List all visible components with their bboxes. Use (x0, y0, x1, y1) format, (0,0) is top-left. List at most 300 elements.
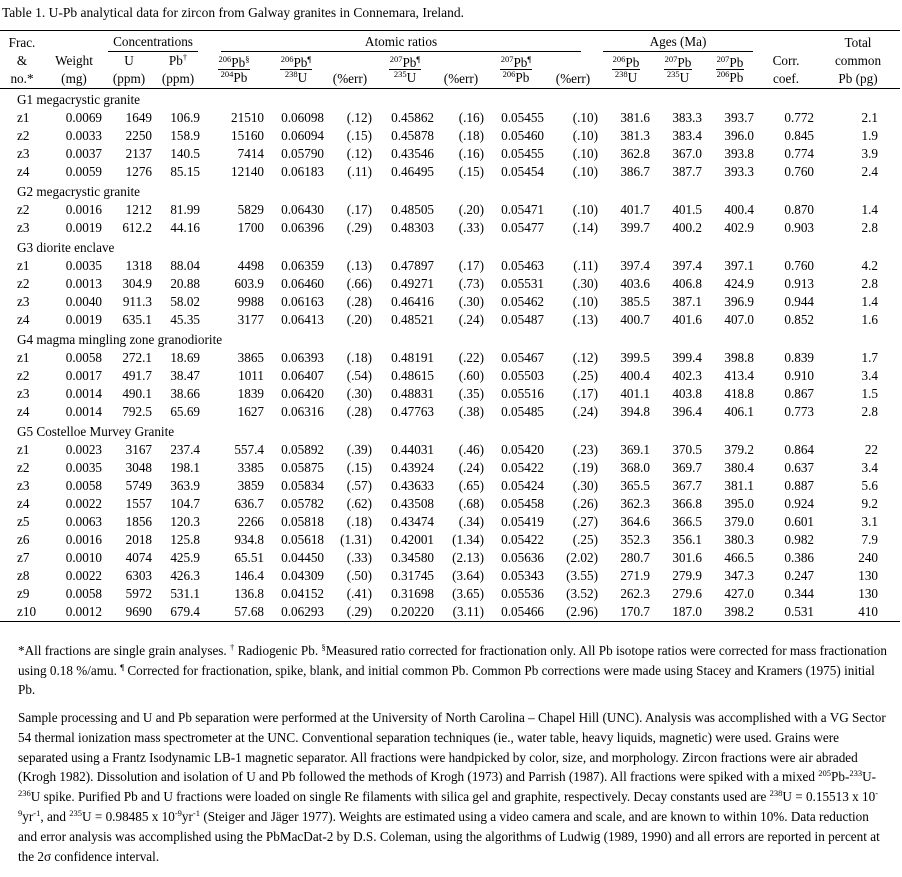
header-concentrations: Concentrations (108, 33, 198, 52)
table-cell: 387.1 (672, 294, 702, 309)
header-total: Total (844, 34, 872, 50)
table-cell: (.17) (346, 202, 372, 217)
table-cell: 0.48615 (391, 368, 434, 383)
table-cell: 0.42001 (391, 532, 434, 547)
table-cell: 0.06393 (281, 350, 324, 365)
table-cell: 383.4 (672, 128, 702, 143)
table-cell: (3.55) (566, 568, 598, 583)
table-row (0, 109, 900, 127)
table-cell: 366.8 (672, 496, 702, 511)
table-row (0, 311, 900, 329)
table-cell: 366.5 (672, 514, 702, 529)
header-pb-mark: † (182, 52, 188, 62)
table-cell: 0.903 (784, 220, 815, 235)
table-cell: (.17) (458, 258, 484, 273)
table-row (0, 495, 900, 513)
table-cell: 0.870 (784, 202, 815, 217)
table-cell: 381.6 (620, 110, 650, 125)
table-row (0, 441, 900, 459)
table-cell: (.20) (458, 202, 484, 217)
table-cell: (.15) (346, 460, 372, 475)
table-cell: 85.15 (170, 164, 200, 179)
table-cell: 3.4 (861, 368, 879, 383)
table-cell: 0.43924 (391, 460, 434, 475)
table-cell: 1318 (125, 258, 152, 273)
table-cell: 1.4 (861, 202, 879, 217)
table-cell: 0.0010 (65, 550, 102, 565)
table-cell: 403.8 (672, 386, 702, 401)
table-cell: 531.1 (170, 586, 200, 601)
table-cell: 365.5 (620, 478, 650, 493)
table-cell: 0.05424 (501, 478, 544, 493)
group-header-row (0, 421, 900, 441)
table-cell: 406.8 (672, 276, 702, 291)
table-cell: 2.1 (861, 110, 879, 125)
table-cell: 424.9 (724, 276, 755, 291)
group-header-row (0, 329, 900, 349)
table-cell: 0.05790 (281, 146, 324, 161)
header-ratio-207-206: $\frac{^{207}Pb^\P}{^{206}Pb}$ (500, 53, 532, 85)
table-cell: 557.4 (234, 442, 264, 457)
table-cell: (.41) (346, 586, 372, 601)
table-cell: 0.06396 (281, 220, 324, 235)
table-cell: 136.8 (234, 586, 264, 601)
table-cell: 0.43474 (391, 514, 434, 529)
table-cell: 418.8 (724, 386, 755, 401)
table-cell: 146.4 (234, 568, 264, 583)
table-cell: 397.4 (620, 258, 650, 273)
table-cell: z6 (17, 532, 30, 547)
table-cell: 0.531 (784, 604, 815, 619)
table-cell: 379.2 (724, 442, 755, 457)
table-cell: 1.5 (861, 386, 879, 401)
table-cell: (.33) (346, 550, 372, 565)
table-cell: 0.06163 (281, 294, 324, 309)
table-cell: (.25) (572, 532, 598, 547)
table-cell: (.16) (458, 110, 484, 125)
table-cell: (1.34) (452, 532, 484, 547)
table-cell: 0.05892 (281, 442, 324, 457)
table-cell: 1700 (237, 220, 264, 235)
table-cell: (.34) (458, 514, 484, 529)
table-cell: (1.31) (340, 532, 372, 547)
table-cell: 0.48191 (391, 350, 434, 365)
table-cell: (.12) (346, 110, 372, 125)
table-cell: 0.0059 (65, 164, 102, 179)
table-cell: (.23) (572, 442, 598, 457)
table-cell: 0.05531 (501, 276, 544, 291)
table-cell: 387.7 (672, 164, 702, 179)
table-cell: 0.31698 (391, 586, 434, 601)
table-row (0, 603, 900, 622)
table-cell: 426.3 (170, 568, 200, 583)
table-cell: 0.0058 (65, 478, 102, 493)
table-cell: 237.4 (170, 442, 200, 457)
table-cell: 362.8 (620, 146, 650, 161)
table-cell: 0.0033 (65, 128, 102, 143)
table-cell: z4 (17, 312, 30, 327)
table-cell: (.13) (346, 258, 372, 273)
table-cell: (.50) (346, 568, 372, 583)
table-cell: z8 (17, 568, 30, 583)
table-cell: (.35) (458, 386, 484, 401)
table-cell: z2 (17, 202, 30, 217)
table-cell: 1.9 (861, 128, 879, 143)
header-frac-1: Frac. (8, 34, 36, 50)
table-cell: 0.47763 (391, 404, 434, 419)
table-cell: 130 (858, 586, 879, 601)
table-row (0, 459, 900, 477)
table-cell: 0.20220 (391, 604, 434, 619)
table-cell: 0.0014 (65, 386, 102, 401)
table-cell: (.68) (458, 496, 484, 511)
table-cell: 369.7 (672, 460, 702, 475)
table-cell: 0.06098 (281, 110, 324, 125)
table-cell: 15160 (231, 128, 264, 143)
table-cell: 399.5 (620, 350, 650, 365)
table-cell: (.24) (458, 312, 484, 327)
table-cell: 466.5 (724, 550, 755, 565)
table-cell: (.30) (458, 294, 484, 309)
table-cell: 7.9 (861, 532, 879, 547)
table-title: Table 1. U-Pb analytical data for zircon from Galway granites in Connemara, Ireland. (2, 5, 465, 20)
table-cell: 9690 (125, 604, 152, 619)
table-cell: 490.1 (122, 386, 152, 401)
table-cell: 396.9 (724, 294, 755, 309)
table-cell: 0.44031 (391, 442, 434, 457)
table-cell: 0.05420 (501, 442, 544, 457)
table-cell: (.10) (572, 146, 598, 161)
table-cell: z4 (17, 164, 30, 179)
table-cell: 1557 (125, 496, 152, 511)
table-cell: (.10) (572, 202, 598, 217)
table-row (0, 367, 900, 385)
table-row (0, 219, 900, 237)
table-cell: (.54) (346, 368, 372, 383)
header-u: U (124, 53, 134, 68)
table-cell: 1011 (238, 368, 264, 383)
table-cell: 0.48831 (391, 386, 434, 401)
table-cell: 0.0014 (65, 404, 102, 419)
table-cell: 81.99 (170, 202, 200, 217)
table-cell: 0.05516 (501, 386, 544, 401)
table-cell: (.28) (346, 294, 372, 309)
table-cell: 0.06460 (281, 276, 324, 291)
table-cell: 393.8 (724, 146, 755, 161)
table-cell: z4 (17, 404, 30, 419)
table-cell: 397.4 (672, 258, 702, 273)
table-cell: z5 (17, 514, 30, 529)
table-cell: 0.913 (784, 276, 815, 291)
table-cell: z1 (17, 442, 30, 457)
table-cell: 397.1 (724, 258, 755, 273)
table-cell: 3385 (237, 460, 264, 475)
table-cell: 0.760 (784, 164, 815, 179)
table-cell: z1 (17, 110, 30, 125)
table-cell: 2018 (125, 532, 152, 547)
table-cell: 398.8 (724, 350, 755, 365)
table-cell: 0.06316 (281, 404, 324, 419)
table-cell: 413.4 (724, 368, 755, 383)
table-cell: 0.0035 (65, 258, 102, 273)
table-cell: 370.5 (672, 442, 702, 457)
header-ratio-206-204: $\frac{^{206}Pb^\S}{^{204}Pb}$ (218, 53, 250, 85)
table-cell: 0.05419 (501, 514, 544, 529)
table-cell: 2.8 (861, 220, 879, 235)
group-header-row (0, 237, 900, 257)
table-cell: 3.9 (861, 146, 879, 161)
table-cell: 385.5 (620, 294, 650, 309)
table-cell: 394.8 (620, 404, 650, 419)
table-cell: 0.05477 (501, 220, 544, 235)
table-cell: 410 (858, 604, 879, 619)
table-cell: 0.774 (784, 146, 815, 161)
table-cell: 398.2 (724, 604, 755, 619)
table-cell: 0.0058 (65, 586, 102, 601)
header-pb-pg: Pb (pg) (838, 71, 878, 86)
table-cell: 271.9 (620, 568, 650, 583)
table-cell: 0.247 (784, 568, 815, 583)
table-cell: (.39) (346, 442, 372, 457)
table-cell: 88.04 (170, 258, 200, 273)
footnote: *All fractions are single grain analyses. † Radiogenic Pb. §Measured ratio corrected for fractionation only. All Pb isotope ratios were corrected for mass fractionation using 0.18 %/amu. ¶ Corrected for fractionation, spike, blank, and initial common Pb. Common Pb corrections were made using Stacey and Kramers (1975) initial Pb. (18, 642, 887, 697)
data-table (0, 30, 900, 622)
table-cell: 792.5 (122, 404, 152, 419)
table-cell: 1649 (125, 110, 152, 125)
table-cell: 0.31745 (391, 568, 434, 583)
table-cell: (3.52) (566, 586, 598, 601)
group-label: G2 megacrystic granite (17, 184, 141, 199)
table-cell: (.33) (458, 220, 484, 235)
table-cell: 0.06293 (281, 604, 324, 619)
table-cell: 0.982 (784, 532, 815, 547)
group-header-row (0, 89, 900, 110)
table-cell: 393.7 (724, 110, 755, 125)
table-cell: 0.04450 (281, 550, 324, 565)
table-cell: 396.0 (724, 128, 755, 143)
table-cell: 0.05487 (501, 312, 544, 327)
table-cell: 2.4 (861, 164, 879, 179)
table-cell: 0.772 (784, 110, 815, 125)
table-cell: (.27) (572, 514, 598, 529)
table-cell: 911.3 (122, 294, 152, 309)
table-cell: (.24) (572, 404, 598, 419)
table-cell: 0.0022 (65, 496, 102, 511)
table-cell: 0.06094 (281, 128, 324, 143)
table-cell: 0.845 (784, 128, 815, 143)
table-cell: 0.05485 (501, 404, 544, 419)
table-cell: 104.7 (170, 496, 200, 511)
table-cell: (.65) (458, 478, 484, 493)
table-cell: 401.6 (672, 312, 702, 327)
methods-paragraph: Sample processing and U and Pb separation were performed at the University of North Carolina – Chapel Hill (UNC). Analysis was accomplished with a VG Sector 54 thermal ionization mass spectrometer at the UNC. Conventional separation techniques (ie., water table, heavy liquids, magnetic) were used. Grains were separated using a Frantz Isodynamic LB-1 magnetic separator. All fractions were handpicked by color, size, and morphology. Zircon fractions were air abraded (Krogh 1982). Dissolution and isolation of U and Pb followed the methods of Krogh (1973) and Parrish (1987). All fractions were spiked with a mixed $^{205}$Pb-$^{233}$U-$^{236}$U spike. Purified Pb and U fractions were loaded on single Re filaments with silica gel and graphite, respectively. Decay constants used are $^{238}$U = 0.15513 x $10^{-9}yr^{-1}$, and $^{235}$U = 0.98485 x $10^{-9}yr^{-1}$ (Steiger and Jäger 1977). Weights are estimated using a video camera and scale, and are known to within 10%. Data reduction and error analysis was accomplished using the PbMacDat-2 by D.S. Coleman, using the algorithms of Ludwig (1989, 1990) and all errors are reported in percent at the 2σ confidence interval. (18, 710, 886, 864)
table-cell: 0.05462 (501, 294, 544, 309)
table-cell: 0.05455 (501, 146, 544, 161)
table-cell: 170.7 (620, 604, 650, 619)
table-cell: 0.43508 (391, 496, 434, 511)
table-cell: 0.05422 (501, 532, 544, 547)
header-common: common (834, 53, 882, 68)
header-coef: coef. (773, 71, 800, 86)
table-cell: (.73) (458, 276, 484, 291)
table-row (0, 477, 900, 495)
table-cell: 0.760 (784, 258, 815, 273)
table-cell: 130 (858, 568, 879, 583)
table-cell: 0.0019 (65, 220, 102, 235)
table-cell: 4.2 (861, 258, 879, 273)
table-cell: 0.34580 (391, 550, 434, 565)
table-cell: 0.386 (784, 550, 815, 565)
table-cell: (.11) (573, 258, 598, 273)
table-cell: 603.9 (234, 276, 264, 291)
table-cell: 0.43633 (391, 478, 434, 493)
table-cell: (.57) (346, 478, 372, 493)
table-cell: 272.1 (122, 350, 152, 365)
table-cell: 12140 (231, 164, 264, 179)
table-cell: 369.1 (620, 442, 650, 457)
table-cell: 400.4 (620, 368, 650, 383)
table-cell: 399.4 (672, 350, 702, 365)
table-cell: 0.05818 (281, 514, 324, 529)
header-pb-unit: (ppm) (161, 71, 195, 86)
table-row (0, 567, 900, 585)
table-cell: 0.05422 (501, 460, 544, 475)
table-cell: 2266 (237, 514, 264, 529)
table-cell: 0.04152 (281, 586, 324, 601)
table-cell: 120.3 (170, 514, 200, 529)
header-frac-3: no.* (10, 71, 34, 86)
table-cell: (.15) (346, 128, 372, 143)
table-cell: 1212 (125, 202, 152, 217)
table-cell: (3.11) (452, 604, 484, 619)
table-cell: (.30) (572, 276, 598, 291)
table-cell: 0.637 (784, 460, 815, 475)
table-cell: (.17) (572, 386, 598, 401)
table-cell: 2.8 (861, 276, 879, 291)
table-row (0, 403, 900, 421)
table-cell: 0.05834 (281, 478, 324, 493)
table-cell: 2137 (125, 146, 152, 161)
table-cell: 4498 (237, 258, 264, 273)
table-cell: (.10) (572, 110, 598, 125)
table-row (0, 127, 900, 145)
table-cell: 1.6 (861, 312, 879, 327)
table-row (0, 585, 900, 603)
table-row (0, 201, 900, 219)
table-body (0, 89, 900, 622)
table-cell: 57.68 (234, 604, 264, 619)
table-cell: 393.3 (724, 164, 755, 179)
table-cell: (2.13) (452, 550, 484, 565)
table-cell: (.28) (346, 404, 372, 419)
header-ages: Ages (Ma) (603, 33, 753, 52)
table-cell: 2.8 (861, 404, 879, 419)
table-cell: 3048 (125, 460, 152, 475)
header-age-206-238: $\frac{^{206}Pb}{^{238}U}$ (612, 53, 640, 85)
table-cell: 396.4 (672, 404, 702, 419)
table-cell: 38.66 (170, 386, 200, 401)
table-cell: 0.49271 (391, 276, 434, 291)
table-cell: 0.05455 (501, 110, 544, 125)
table-cell: 0.0016 (65, 532, 102, 547)
header-weight-unit: (mg) (61, 71, 87, 86)
table-row (0, 385, 900, 403)
table-cell: 5.6 (861, 478, 879, 493)
table-cell: 280.7 (620, 550, 650, 565)
table-cell: 3865 (237, 350, 264, 365)
table-cell: (.10) (572, 164, 598, 179)
table-cell: 364.6 (620, 514, 650, 529)
table-cell: 0.06430 (281, 202, 324, 217)
table-cell: 45.35 (170, 312, 200, 327)
table-row (0, 275, 900, 293)
table-cell: 491.7 (122, 368, 152, 383)
table-cell: (.12) (346, 146, 372, 161)
table-cell: 18.69 (170, 350, 200, 365)
table-cell: 679.4 (170, 604, 200, 619)
table-row (0, 163, 900, 181)
table-cell: 0.05618 (281, 532, 324, 547)
table-cell: 403.6 (620, 276, 650, 291)
table-cell: z3 (17, 386, 30, 401)
table-cell: z10 (17, 604, 37, 619)
table-cell: 0.852 (784, 312, 815, 327)
table-cell: (.29) (346, 604, 372, 619)
table-cell: 0.944 (784, 294, 815, 309)
table-row (0, 513, 900, 531)
table-cell: 0.0012 (65, 604, 102, 619)
table-cell: 0.05343 (501, 568, 544, 583)
table-cell: 1276 (125, 164, 152, 179)
table-row (0, 549, 900, 567)
table-cell: (2.02) (566, 550, 598, 565)
table-cell: 1.7 (861, 350, 879, 365)
table-cell: 0.0022 (65, 568, 102, 583)
table-cell: (.26) (572, 496, 598, 511)
table-row (0, 293, 900, 311)
table-cell: 0.0017 (65, 368, 102, 383)
header-err-1: (%err) (332, 71, 368, 86)
table-cell: 0.839 (784, 350, 815, 365)
table-cell: (.24) (458, 460, 484, 475)
table-cell: 0.05536 (501, 586, 544, 601)
table-cell: 0.0040 (65, 294, 102, 309)
table-cell: 0.05458 (501, 496, 544, 511)
table-cell: 0.48303 (391, 220, 434, 235)
table-cell: 399.7 (620, 220, 650, 235)
table-cell: 0.601 (784, 514, 815, 529)
table-cell: (.16) (458, 146, 484, 161)
table-cell: 0.0069 (65, 110, 102, 125)
table-cell: z2 (17, 276, 30, 291)
table-cell: 379.0 (724, 514, 755, 529)
table-cell: 65.51 (234, 550, 264, 565)
table-cell: 1856 (125, 514, 152, 529)
table-cell: 0.06413 (281, 312, 324, 327)
table-cell: 381.1 (724, 478, 755, 493)
table-cell: 368.0 (620, 460, 650, 475)
table-cell: 402.9 (724, 220, 755, 235)
table-cell: (.10) (572, 128, 598, 143)
table-cell: 106.9 (170, 110, 200, 125)
table-cell: 0.06183 (281, 164, 324, 179)
table-cell: z1 (17, 350, 30, 365)
table-cell: 356.1 (672, 532, 702, 547)
table-cell: (2.96) (566, 604, 598, 619)
table-cell: 262.3 (620, 586, 650, 601)
table-row (0, 349, 900, 367)
table-cell: 5829 (237, 202, 264, 217)
